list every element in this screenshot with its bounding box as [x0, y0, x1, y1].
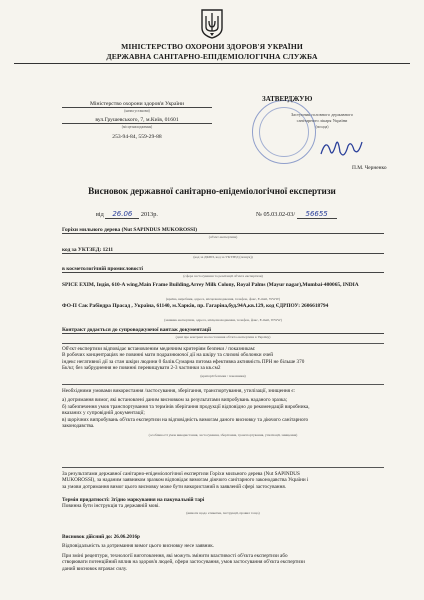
issuer-address: вул.Грушевського, 7, м.Київ, 01601	[62, 117, 212, 124]
criteria-line-3: Бк/кг, без забруднення не повинні перевищувати 2-3 частинки за кв.см2	[62, 365, 221, 372]
validity-heading: Висновок дійсний до: 26.06.2016р	[62, 534, 140, 540]
use-caption: (сфера застосування та реалізації об'єкта експертизи)	[183, 274, 263, 278]
docs-caption: (дані про контракт на постачання об'єкта експертизи в Україну)	[175, 335, 271, 339]
coat-of-arms-icon	[200, 9, 224, 39]
conditions-section	[62, 388, 384, 439]
number-prefix: № 05.03.02-03/	[256, 211, 296, 218]
validity-section	[62, 534, 384, 572]
maker-field: SPICE EXIM, Індія, 610-A wing,Main Frame Building,Arrey Milk Colony, Royal Palms (Mayur nagar),Mumbai-400065, INDIA	[62, 282, 359, 288]
applicant-caption: (заявник експертизи, адреса, місцезнаходження, телефон, факс, E-mail, WWW)	[164, 318, 282, 322]
conclusion-line-2: MUKOROSSI), за наданим заявником зразком відповідає вимогам діючого санітарного законодавства України і	[62, 477, 309, 484]
criteria-lead: Об'єкт експертизи відповідає встановленим медичним критеріям безпеки / показникам:	[62, 346, 256, 352]
code-caption: (код за ДКПП, код за УКТЗЕД (пошук))	[193, 255, 253, 259]
conditions-lead: Необхідними умовами використання /застосування, зберігання, транспортування, утилізації, знищення є:	[62, 388, 295, 394]
conditions-item-a: а) дотримання вимог, які встановлені даним висновком за результатами випробувань наданого зразка;	[62, 397, 288, 404]
approval-role-line1: Заступник головного державного	[290, 112, 354, 117]
document-title: Висновок державної санітарно-епідеміологічної експертизи	[88, 186, 336, 196]
use-field: в косметологічній промисловості	[62, 266, 384, 273]
approval-role-line2: санітарного лікаря України	[296, 118, 348, 123]
conditions-item-b2: вказаних у супровідній документації;	[62, 410, 145, 417]
conclusion-section	[62, 471, 384, 490]
document-date-row	[96, 210, 158, 219]
labelling-section	[62, 497, 384, 516]
issuer-name-caption: (назва установи)	[124, 109, 150, 113]
validity-line-4: даний висновок втрачає силу.	[62, 565, 128, 572]
validity-line-2: При зміні рецептури, технології виготовлення, які можуть змінити властивості об'єкта експертизи або	[62, 552, 288, 559]
conclusion-rule	[62, 467, 384, 468]
signature-icon	[318, 136, 364, 162]
criteria-rule	[62, 343, 384, 344]
criteria-line-2: індекс негативної дії за стан шкіри людини 0 балів.Сумарна питома ефективна активність ПРН не більше 370	[62, 358, 305, 365]
validity-line-3: створювати потенційний вплив на здоров'я людей, сфери застосування, умов застосування об'єкта експертизи	[62, 559, 305, 566]
date-suffix: 2013р.	[140, 211, 158, 218]
applicant-field: ФО-П Сак Рабіндра Прасад , Україна, 61140, м.Харків, пр. Гагаріна,буд.94А,кв.129, код ЄДРПОУ: 2606618794	[62, 303, 329, 309]
conclusion-line-1: За результатами державної санітарно-епідеміологічної експертизи Горіхи мильного дерева (Nut SAPINDUS	[62, 471, 300, 477]
labelling-line-1: Повинна бути інструкція та державній мові.	[62, 503, 160, 510]
labelling-caption: (вимоги щодо етикетки, інструкції, правил тощо)	[186, 510, 260, 515]
conditions-item-c2: законодавства.	[62, 423, 95, 430]
docs-field: Контракт додається до супроводжуючої вантаж документації	[62, 327, 384, 334]
issuer-name: Міністерство охорони здоров'я України	[62, 101, 212, 108]
approval-role-caption: (посада)	[315, 125, 329, 129]
conditions-rule	[62, 384, 384, 385]
product-caption: (об'єкт експертизи)	[208, 235, 238, 239]
conditions-item-b: б) забезпечення умов транспортування та термінів зберігання продукції відповідно до рекомендацій виробника,	[62, 403, 310, 410]
issuer-address-caption: (місцезнаходження)	[121, 125, 153, 129]
product-field: Горіхи мильного дерева (Nut SAPINDUS MUKOROSSI)	[62, 227, 384, 234]
criteria-caption: (критерії безпеки / показники)	[200, 373, 246, 378]
criteria-line-1: В робочих концентраціях не повинні мати подразнюючої дії на шкіру та слизові оболонки очей	[62, 352, 274, 359]
header-rule	[14, 63, 410, 64]
service-heading: ДЕРЖАВНА САНІТАРНО-ЕПІДЕМІОЛОГІЧНА СЛУЖБА	[106, 52, 318, 61]
conclusion-line-3: за умови дотримання вимог цього висновку може бути використаний в заявленій сфері застосування.	[62, 483, 287, 490]
validity-line-1: Відповідальність за дотримання вимог цього висновку несе заявник.	[62, 543, 215, 550]
conditions-caption: (особливості умов використання, застосування, зберігання, транспортування, утилізації, знищення)	[148, 433, 298, 438]
issuer-phone: 253-94-84, 559-29-88	[112, 134, 162, 140]
ministry-heading: МІНІСТЕРСТВО ОХОРОНИ ЗДОРОВ'Я УКРАЇНИ	[121, 42, 303, 51]
conditions-item-c: в) щорічних випробувань об'єкта експертизи на відповідність вимогам даного висновку та діючого санітарного	[62, 416, 309, 423]
document-number-row	[256, 210, 337, 219]
date-handwritten: 26.06	[105, 210, 139, 219]
criteria-section	[62, 346, 384, 379]
maker-caption: (країна, виробник, адреса, місцезнаходження, телефон, факс, E-mail, WWW)	[165, 297, 281, 301]
date-prefix: від	[96, 211, 104, 218]
code-field: код за УКТЗЕД: 1211	[62, 247, 384, 254]
labelling-heading: Термін придатності: Згідно маркування на пакувальній тарі	[62, 497, 205, 503]
approval-signer: П.М. Черненко	[352, 165, 387, 171]
number-handwritten: 56655	[297, 210, 337, 219]
approval-heading: ЗАТВЕРДЖУЮ	[262, 95, 313, 103]
